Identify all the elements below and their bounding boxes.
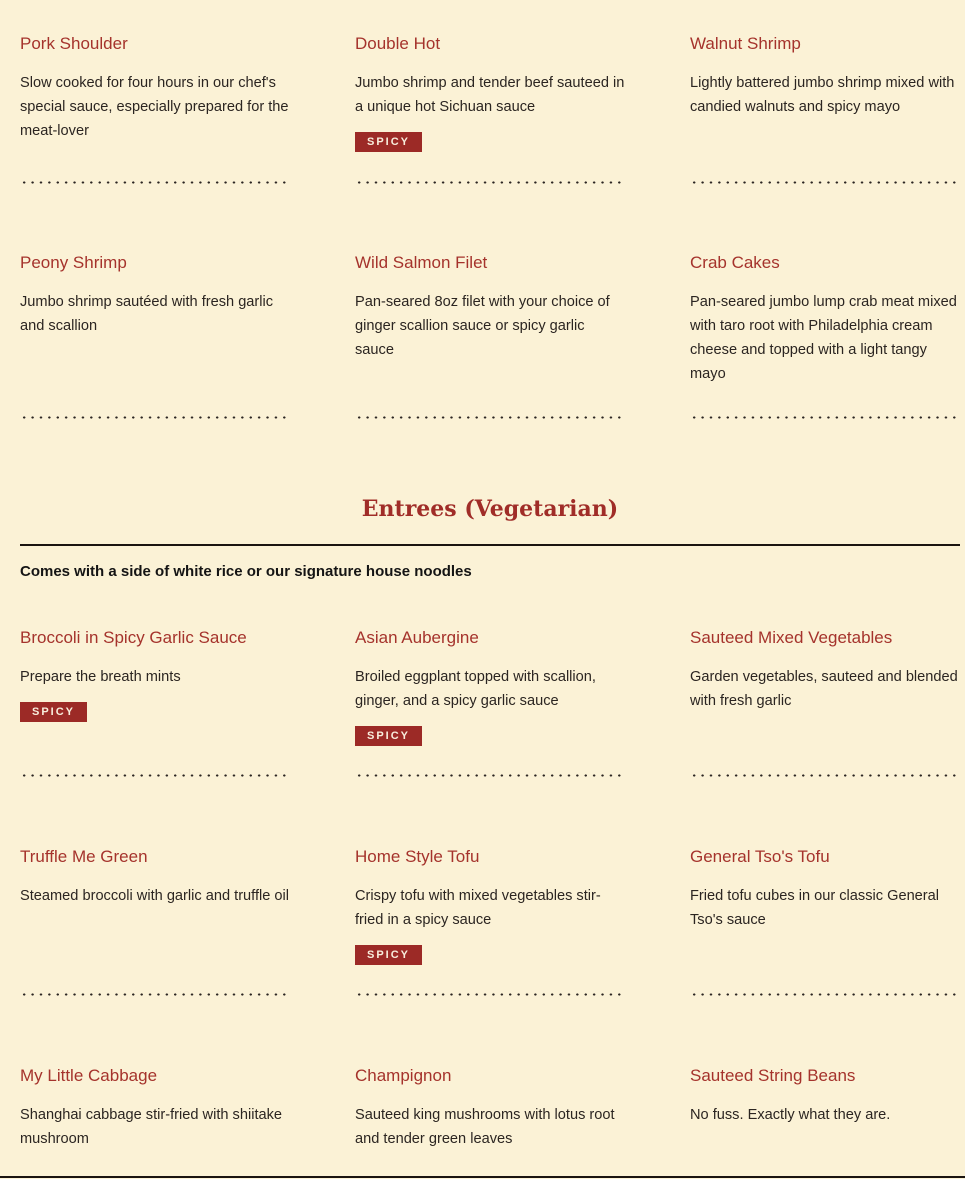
dotted-divider bbox=[690, 181, 960, 184]
item-description: Slow cooked for four hours in our chef's special sauce, especially prepared for the meat-lover bbox=[20, 75, 289, 139]
item-description: Jumbo shrimp sautéed with fresh garlic and scallion bbox=[20, 294, 274, 334]
menu-item bbox=[690, 824, 960, 1024]
section-note: Comes with a side of white rice or our signature house noodles bbox=[20, 563, 472, 580]
menu-row bbox=[20, 1043, 965, 1173]
item-description: Prepare the breath mints bbox=[20, 669, 181, 685]
dotted-divider bbox=[355, 181, 625, 184]
item-description: Jumbo shrimp and tender beef sauteed in a unique hot Sichuan sauce bbox=[355, 75, 625, 115]
item-description: Pan-seared 8oz filet with your choice of ginger scallion sauce or spicy garlic sauce bbox=[355, 294, 610, 358]
bottom-divider bbox=[0, 1176, 965, 1178]
item-description: Crispy tofu with mixed vegetables stir-fried in a spicy sauce bbox=[355, 888, 601, 928]
item-name: Pork Shoulder bbox=[20, 34, 128, 53]
spicy-badge: SPICY bbox=[355, 132, 422, 152]
dotted-divider bbox=[690, 416, 960, 419]
dotted-divider bbox=[355, 993, 625, 996]
item-description: Pan-seared jumbo lump crab meat mixed with taro root with Philadelphia cream cheese and topped with a light tangy mayo bbox=[690, 294, 957, 382]
menu-item bbox=[20, 230, 290, 450]
section-divider bbox=[20, 544, 960, 546]
dotted-divider bbox=[690, 993, 960, 996]
item-name: General Tso's Tofu bbox=[690, 847, 830, 866]
menu-item bbox=[690, 1043, 960, 1173]
item-name: Walnut Shrimp bbox=[690, 34, 801, 53]
item-description: Lightly battered jumbo shrimp mixed with candied walnuts and spicy mayo bbox=[690, 75, 955, 115]
spicy-badge: SPICY bbox=[355, 945, 422, 965]
dotted-divider bbox=[20, 181, 290, 184]
section-title: Entrees (Vegetarian) bbox=[361, 496, 619, 522]
item-description: Broiled eggplant topped with scallion, ginger, and a spicy garlic sauce bbox=[355, 669, 596, 709]
menu-item bbox=[20, 1043, 290, 1173]
menu-item bbox=[355, 1043, 625, 1173]
menu-row bbox=[20, 824, 965, 1024]
item-name: Champignon bbox=[355, 1066, 452, 1085]
menu-item bbox=[690, 11, 960, 211]
spicy-badge: SPICY bbox=[355, 726, 422, 746]
menu-item bbox=[355, 605, 625, 805]
item-description: Fried tofu cubes in our classic General Tso's sauce bbox=[690, 888, 940, 928]
item-description: Garden vegetables, sauteed and blended with fresh garlic bbox=[690, 669, 958, 709]
item-name: Broccoli in Spicy Garlic Sauce bbox=[20, 628, 247, 647]
menu-item bbox=[690, 230, 960, 450]
dotted-divider bbox=[355, 774, 625, 777]
item-description: No fuss. Exactly what they are. bbox=[690, 1107, 891, 1123]
dotted-divider bbox=[20, 993, 290, 996]
menu-item bbox=[690, 605, 960, 805]
item-name: Wild Salmon Filet bbox=[355, 253, 488, 272]
menu-row bbox=[20, 605, 965, 805]
menu-item bbox=[20, 605, 290, 805]
item-description: Sauteed king mushrooms with lotus root and tender green leaves bbox=[355, 1107, 615, 1147]
item-name: My Little Cabbage bbox=[20, 1066, 158, 1085]
dotted-divider bbox=[20, 416, 290, 419]
dotted-divider bbox=[355, 416, 625, 419]
dotted-divider bbox=[690, 774, 960, 777]
menu-item bbox=[20, 824, 290, 1024]
item-name: Asian Aubergine bbox=[355, 628, 479, 647]
item-name: Sauteed Mixed Vegetables bbox=[690, 628, 893, 647]
spicy-badge: SPICY bbox=[20, 702, 87, 722]
item-description: Steamed broccoli with garlic and truffle oil bbox=[20, 888, 290, 904]
menu-item bbox=[355, 11, 625, 211]
menu-item bbox=[355, 230, 625, 450]
item-name: Truffle Me Green bbox=[20, 847, 148, 866]
menu-item bbox=[355, 824, 625, 1024]
item-name: Double Hot bbox=[355, 34, 441, 53]
menu-item bbox=[20, 11, 290, 211]
item-name: Peony Shrimp bbox=[20, 253, 127, 272]
item-description: Shanghai cabbage stir-fried with shiitake mushroom bbox=[20, 1107, 283, 1147]
item-name: Home Style Tofu bbox=[355, 847, 480, 866]
dotted-divider bbox=[20, 774, 290, 777]
item-name: Crab Cakes bbox=[690, 253, 780, 272]
item-name: Sauteed String Beans bbox=[690, 1066, 856, 1085]
menu-row bbox=[20, 230, 965, 450]
menu-row bbox=[20, 11, 965, 211]
